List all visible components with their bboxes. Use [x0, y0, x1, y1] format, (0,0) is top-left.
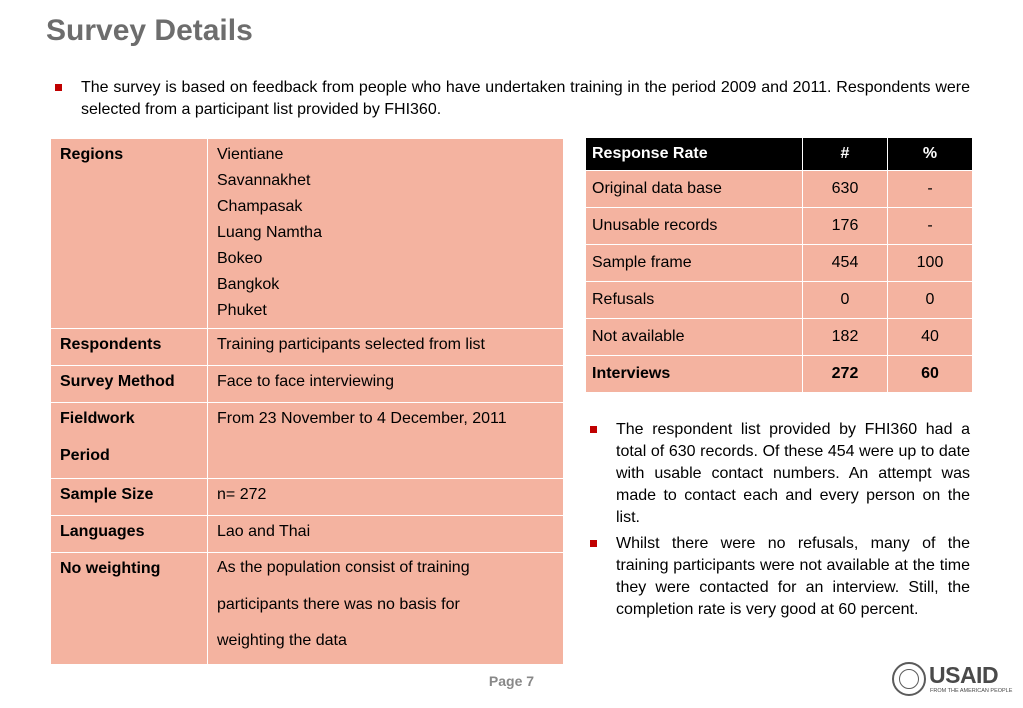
bullet-marker: [55, 84, 62, 91]
table-row: [51, 479, 564, 516]
seal-icon: [892, 662, 926, 696]
page-number: Page 7: [488, 673, 535, 689]
table-row: [51, 516, 564, 553]
survey-details-table: [50, 138, 564, 665]
table-cell: Interviews: [586, 356, 803, 393]
bullet-paragraph: [616, 419, 970, 529]
table-cell: Unusable records: [586, 208, 803, 245]
bullet-marker: [590, 426, 597, 433]
bullet-text: The respondent list provided by FHI360 had a total of 630 records. Of these 454 were up to date with usable contact numbers. An attempt was made to contact each and every person on the list.: [616, 421, 970, 526]
table-row: [586, 208, 973, 245]
region-item: Phuket: [217, 302, 267, 319]
table-cell: Original data base: [586, 171, 803, 208]
table-cell: 100: [888, 245, 973, 282]
table-row: [51, 366, 564, 403]
languages-value: Lao and Thai: [208, 516, 564, 553]
table-row: [51, 553, 564, 665]
table-cell: 60: [888, 356, 973, 393]
fieldwork-key-line: Fieldwork: [60, 410, 135, 427]
sample-size-key: Sample Size: [51, 479, 208, 516]
table-cell: -: [888, 208, 973, 245]
page-title: Survey Details: [46, 14, 253, 47]
table-row-total: [586, 356, 973, 393]
table-row: [586, 245, 973, 282]
column-header: Response Rate: [586, 138, 803, 171]
respondents-key: Respondents: [51, 329, 208, 366]
region-item: Champasak: [217, 198, 303, 215]
table-row: [51, 139, 564, 329]
table-cell: Not available: [586, 319, 803, 356]
languages-key: Languages: [51, 516, 208, 553]
table-row: [586, 282, 973, 319]
logo-tagline: FROM THE AMERICAN PEOPLE: [930, 688, 1013, 694]
table-cell: 0: [888, 282, 973, 319]
no-weighting-key: No weighting: [51, 553, 208, 665]
weighting-line: participants there was no basis for: [217, 595, 460, 613]
table-header-row: [586, 138, 973, 171]
bullet-paragraph: [616, 533, 970, 621]
table-cell: Refusals: [586, 282, 803, 319]
intro-text: The survey is based on feedback from people who have undertaken training in the period 2009 and 2011. Respondents were selected from a participant list provided by FHI360.: [81, 79, 970, 118]
table-cell: 176: [803, 208, 888, 245]
response-rate-table: [585, 137, 973, 393]
table-cell: Sample frame: [586, 245, 803, 282]
fieldwork-period-value: From 23 November to 4 December, 2011: [208, 403, 564, 479]
usaid-logo: [892, 661, 1013, 699]
table-cell: 272: [803, 356, 888, 393]
region-item: Bokeo: [217, 250, 263, 267]
table-row: [586, 171, 973, 208]
table-cell: 182: [803, 319, 888, 356]
region-item: Luang Namtha: [217, 224, 322, 241]
table-cell: 40: [888, 319, 973, 356]
weighting-line: weighting the data: [217, 632, 347, 649]
intro-paragraph: [81, 77, 970, 121]
regions-key: Regions: [51, 139, 208, 329]
regions-values: [208, 139, 564, 329]
bullet-text: Whilst there were no refusals, many of the training participants were not available at the time they were contacted for an interview. Still, the completion rate is very good at 60 percent.: [616, 535, 970, 618]
table-row: [51, 329, 564, 366]
no-weighting-value: [208, 553, 564, 665]
region-item: Savannakhet: [217, 172, 311, 189]
table-cell: 0: [803, 282, 888, 319]
table-cell: 630: [803, 171, 888, 208]
fieldwork-period-key: [51, 403, 208, 479]
region-item: Vientiane: [217, 146, 284, 163]
survey-method-key: Survey Method: [51, 366, 208, 403]
table-cell: 454: [803, 245, 888, 282]
logo-wordmark: USAID: [929, 662, 999, 688]
period-key-line: Period: [60, 447, 110, 464]
table-cell: -: [888, 171, 973, 208]
survey-method-value: Face to face interviewing: [208, 366, 564, 403]
table-row: [51, 403, 564, 479]
table-row: [586, 319, 973, 356]
column-header: %: [888, 138, 973, 171]
bullet-marker: [590, 540, 597, 547]
column-header: #: [803, 138, 888, 171]
region-item: Bangkok: [217, 276, 280, 293]
weighting-line: As the population consist of training: [217, 559, 470, 576]
respondents-value: Training participants selected from list: [208, 329, 564, 366]
sample-size-value: n= 272: [208, 479, 564, 516]
